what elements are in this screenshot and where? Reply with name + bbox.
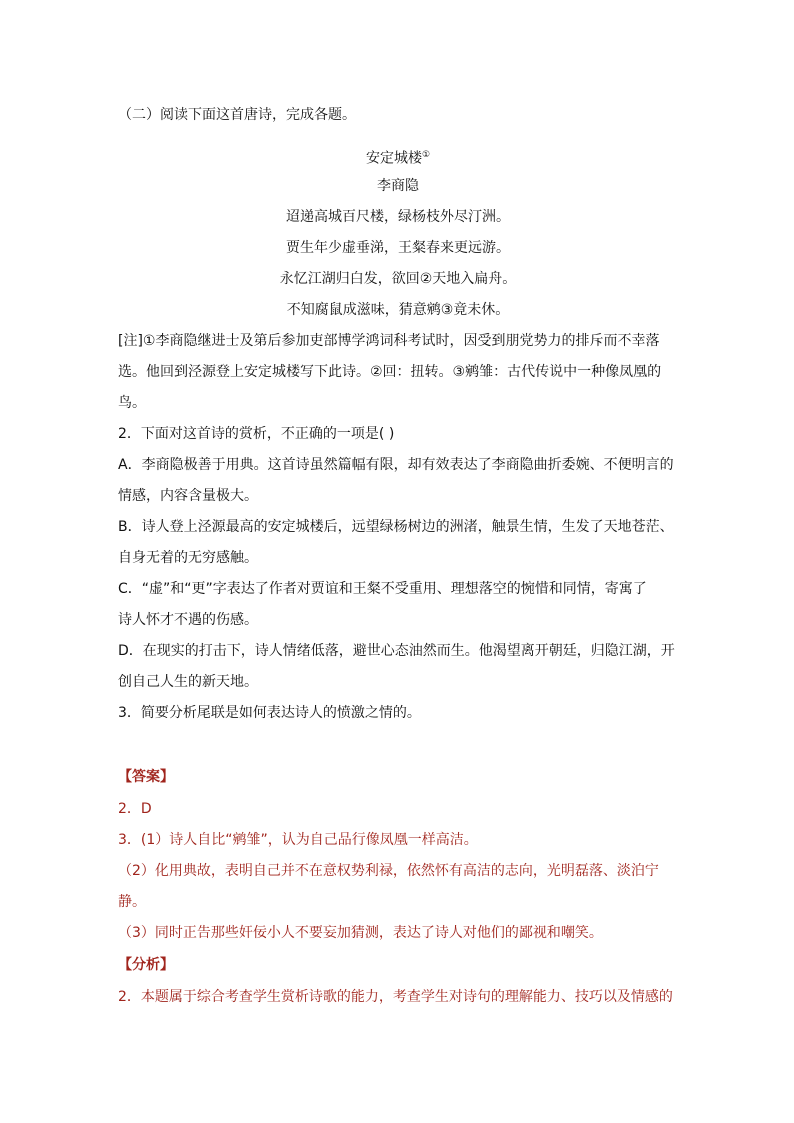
poem-line-1: 迢递高城百尺楼，绿杨枝外尽汀洲。 xyxy=(286,209,510,225)
option-d-line-2: 创自己人生的新天地。 xyxy=(118,674,258,690)
question-2-stem: 2．下面对这首诗的赏析，不正确的一项是( ) xyxy=(118,426,395,442)
poem-line-4: 不知腐鼠成滋味，猜意鹓③竟未休。 xyxy=(286,302,510,318)
answer-q2: 2．D xyxy=(118,801,152,817)
section-title: （二）阅读下面这首唐诗，完成各题。 xyxy=(118,107,356,123)
poem-title xyxy=(118,145,678,169)
poem-title-text: 安定城楼 xyxy=(365,150,422,167)
answer-q3-line-4: （3）同时正告那些奸佞小人不要妄加猜测，表达了诗人对他们的鄙视和嘲笑。 xyxy=(118,925,603,941)
poem-author: 李商隐 xyxy=(377,178,419,194)
answer-q3-line-2: （2）化用典故，表明自己并不在意权势利禄，依然怀有高洁的志向，光明磊落、淡泊宁 xyxy=(118,863,659,879)
option-a-line-2: 情感，内容含量极大。 xyxy=(118,488,258,504)
option-c-line-2: 诗人怀才不遇的伤感。 xyxy=(118,612,258,628)
note-line-2: 选。他回到泾源登上安定城楼写下此诗。②回：扭转。③鹓雏：古代传说中一种像凤凰的 xyxy=(118,364,662,380)
option-d-line-1: D．在现实的打击下，诗人情绪低落，避世心态油然而生。他渴望离开朝廷，归隐江湖，开 xyxy=(118,643,675,659)
poem-title-note: ① xyxy=(421,150,431,160)
answer-header: 【答案】 xyxy=(118,769,174,785)
question-3-stem: 3．简要分析尾联是如何表达诗人的愤激之情的。 xyxy=(118,705,421,721)
poem-line-2: 贾生年少虚垂涕，王粲春来更远游。 xyxy=(286,240,510,256)
note-line-1: [注]①李商隐继进士及第后参加吏部博学鸿词科考试时，因受到朋党势力的排斥而不幸落 xyxy=(118,333,660,349)
option-a-line-1: A．李商隐极善于用典。这首诗虽然篇幅有限，却有效表达了李商隐曲折委婉、不便明言的 xyxy=(118,457,674,473)
option-b-line-1: B．诗人登上泾源最高的安定城楼后，远望绿杨树边的洲渚，触景生情，生发了天地苍茫、 xyxy=(118,519,674,535)
answer-q3-line-3: 静。 xyxy=(118,894,146,910)
analysis-line-1: 2．本题属于综合考查学生赏析诗歌的能力，考查学生对诗句的理解能力、技巧以及情感的 xyxy=(118,989,673,1005)
analysis-header: 【分析】 xyxy=(118,957,174,973)
note-line-3: 鸟。 xyxy=(118,395,146,411)
poem-line-3: 永忆江湖归白发，欲回②天地入扁舟。 xyxy=(279,271,517,287)
answer-q3-line-1: 3．(1）诗人自比“鹓雏”，认为自己品行像凤凰一样高洁。 xyxy=(118,832,478,848)
option-c-line-1: C．“虚”和“更”字表达了作者对贾谊和王粲不受重用、理想落空的惋惜和同情，寄寓了 xyxy=(118,581,647,597)
option-b-line-2: 自身无着的无穷感触。 xyxy=(118,550,258,566)
